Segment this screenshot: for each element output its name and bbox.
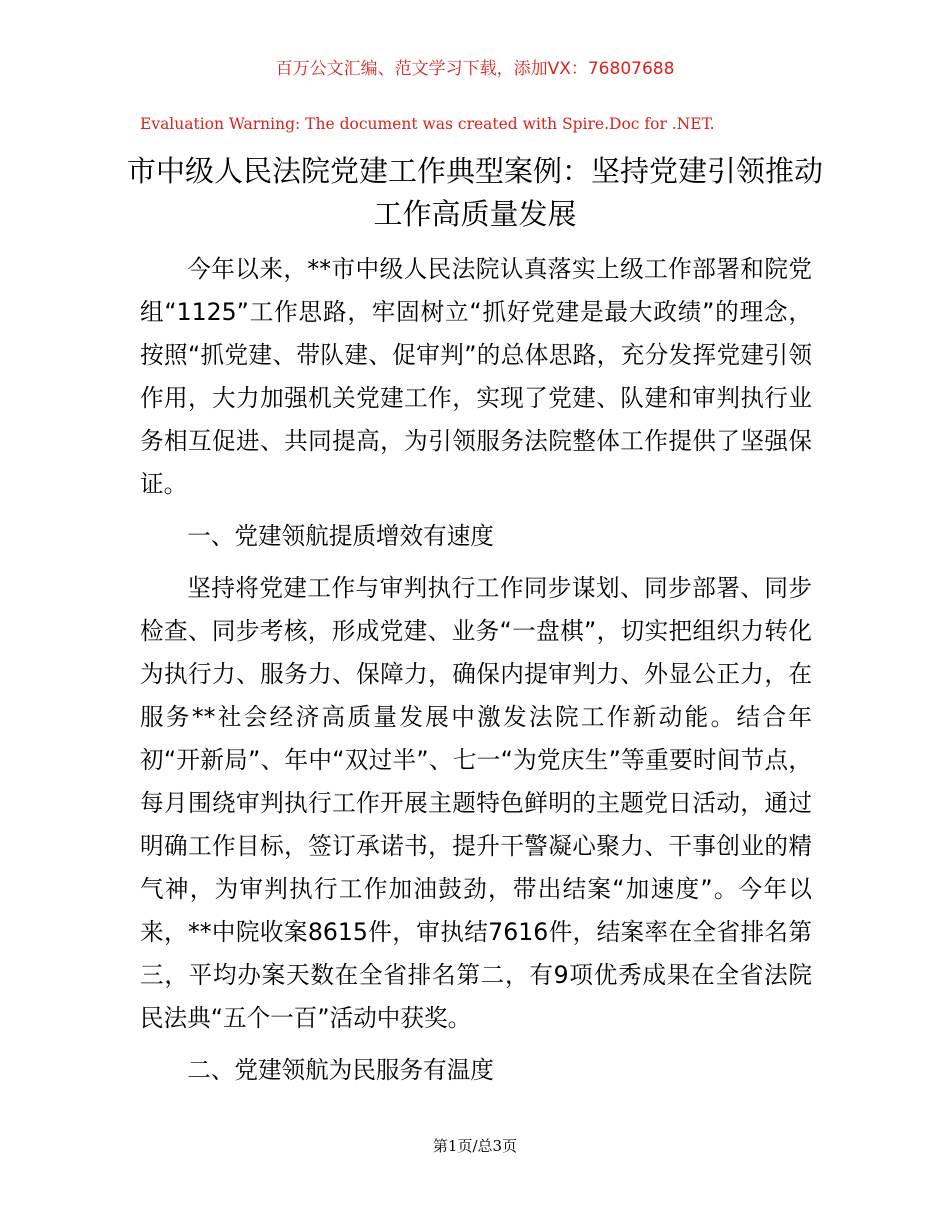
section-heading-2: 二、党建领航为民服务有温度: [187, 1056, 494, 1084]
evaluation-warning: Evaluation Warning: The document was created with Spire.Doc for .NET.: [140, 115, 715, 133]
section-heading-1: 一、党建领航提质增效有速度: [187, 522, 494, 550]
page-indicator: 第1页/总3页: [432, 1137, 518, 1155]
paragraph-intro: 今年以来，**市中级人民法院认真落实上级工作部署和院党组“1125”工作思路，牢固树立“抓好党建是最大政绩”的理念，按照“抓党建、带队建、促审判”的总体思路，充分发挥党建引领作用，大力加强机关党建工作，实现了党建、队建和审判执行业务相互促进、共同提高，为引领服务法院整体工作提供了坚强保证。: [140, 255, 812, 498]
header-banner: 百万公文汇编、范文学习下载，添加VX：76807688: [275, 59, 675, 79]
document-body: [140, 248, 812, 1101]
paragraph-section-1: 坚持将党建工作与审判执行工作同步谋划、同步部署、同步检查、同步考核，形成党建、业务“一盘棋”，切实把组织力转化为执行力、服务力、保障力，确保内提审判力、外显公正力，在服务**社会经济高质量发展中激发法院工作新动能。结合年初“开新局”、年中“双过半”、七一“为党庆生”等重要时间节点，每月围绕审判执行工作开展主题特色鲜明的主题党日活动，通过明确工作目标，签订承诺书，提升干警凝心聚力、干事创业的精气神，为审判执行工作加油鼓劲，带出结案“加速度”。今年以来，**中院收案8615件，审执结7616件，结案率在全省排名第三，平均办案天数在全省排名第二，有9项优秀成果在全省法院民法典“五个一百”活动中获奖。: [140, 574, 812, 1032]
document-title: 市中级人民法院党建工作典型案例：坚持党建引领推动工作高质量发展: [126, 154, 823, 231]
